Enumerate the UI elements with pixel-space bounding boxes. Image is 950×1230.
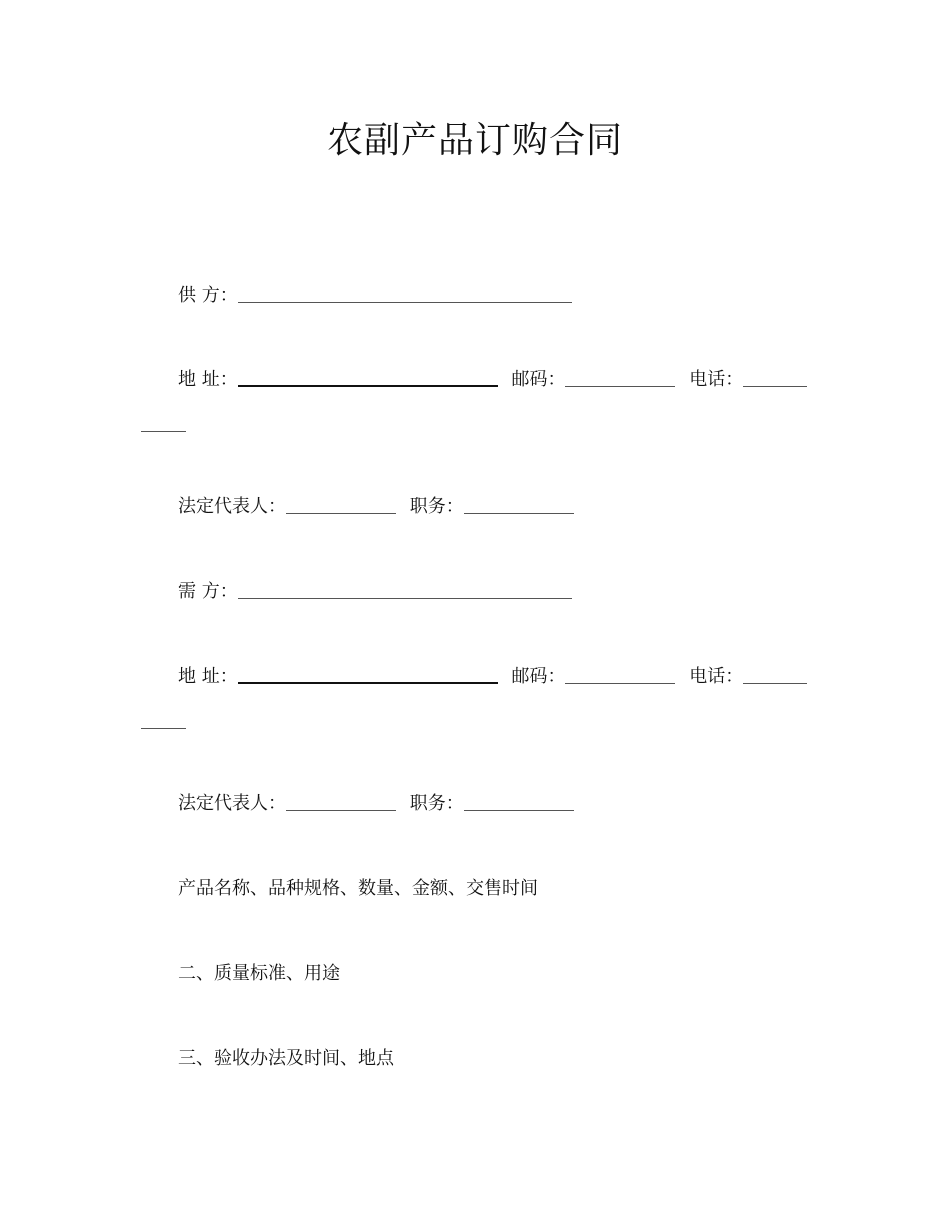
- supplier-phone-blank-continued: [141, 430, 186, 432]
- supplier-phone-label: 电话：: [689, 369, 744, 390]
- supplier-name-blank[interactable]: [238, 284, 572, 303]
- supplier-legal-rep-blank[interactable]: [286, 495, 396, 514]
- supplier-postcode-blank[interactable]: [565, 368, 675, 387]
- buyer-phone-blank[interactable]: [743, 665, 807, 684]
- buyer-position-blank[interactable]: [464, 792, 574, 811]
- buyer-postcode-label: 邮码：: [511, 666, 566, 687]
- document-title: 农副产品订购合同: [326, 120, 623, 161]
- supplier-position-label: 职务：: [409, 496, 464, 517]
- clause-3: 三、验收办法及时间、地点: [178, 1048, 394, 1069]
- buyer-position-label: 职务：: [409, 793, 464, 814]
- supplier-legal-rep-label: 法定代表人：: [178, 496, 286, 517]
- buyer-address-blank[interactable]: [238, 664, 498, 684]
- supplier-phone-blank[interactable]: [743, 368, 807, 387]
- supplier-position-blank[interactable]: [464, 495, 574, 514]
- supplier-row: [178, 283, 572, 309]
- supplier-postcode-label: 邮码：: [511, 369, 566, 390]
- buyer-phone-blank-continued: [141, 727, 186, 729]
- buyer-legal-rep-label: 法定代表人：: [178, 793, 286, 814]
- supplier-address-blank[interactable]: [238, 367, 498, 387]
- supplier-address-row: [178, 367, 807, 393]
- supplier-label: 供 方：: [178, 285, 238, 306]
- clause-1: 产品名称、品种规格、数量、金额、交售时间: [178, 878, 538, 899]
- buyer-label: 需 方：: [178, 581, 238, 602]
- buyer-row: [178, 579, 572, 605]
- supplier-address-label: 地 址：: [178, 369, 238, 390]
- buyer-phone-label: 电话：: [689, 666, 744, 687]
- clause-2: 二、质量标准、用途: [178, 963, 340, 984]
- buyer-address-row: [178, 664, 807, 690]
- supplier-rep-row: [178, 494, 574, 520]
- buyer-legal-rep-blank[interactable]: [286, 792, 396, 811]
- buyer-name-blank[interactable]: [238, 580, 572, 599]
- buyer-postcode-blank[interactable]: [565, 665, 675, 684]
- buyer-address-label: 地 址：: [178, 666, 238, 687]
- buyer-rep-row: [178, 791, 574, 817]
